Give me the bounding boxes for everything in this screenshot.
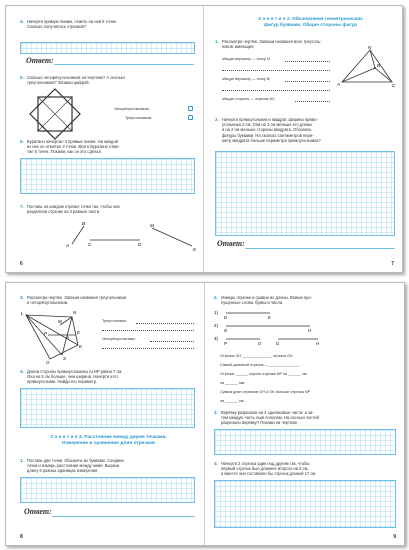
answer-line	[150, 341, 194, 342]
tri-count-box[interactable]	[188, 115, 193, 120]
fill-line-4: на ______ мм.	[220, 381, 246, 385]
figure-triangles	[337, 46, 397, 96]
point-label: O	[46, 360, 50, 365]
point-label: K	[79, 344, 82, 349]
point-label: A	[337, 82, 341, 87]
point-label: M	[58, 319, 62, 324]
exercise-text: Начерти 2 отрезка один под другим так, чтобы первый отрезок был длиннее второго на 5 см, а вместе они составили бы отрезок длиной 17 см.	[221, 461, 317, 477]
fill-line-5: Сумма длин отрезков GH и OK больше отрезка NP	[220, 390, 311, 394]
exercise-number: 7.	[20, 204, 24, 209]
exercise-7	[20, 204, 200, 214]
page-number: 8	[20, 534, 23, 540]
point-label: E	[77, 330, 80, 335]
exercise-text: Начерти прямоугольник и квадрат. Ширина прямо- угольника 2 см. Она на 3 см меньше его длины и на 2 см меньше стороны квадрата. Обозначь фигуры буквами. На сколько сантиметров пери- метр квадрата больше периметра прямоугольника?	[222, 117, 321, 143]
top-spread	[5, 5, 403, 273]
page-number: 6	[20, 261, 23, 267]
point-label: A	[66, 243, 70, 248]
grid-area[interactable]	[20, 42, 195, 54]
answer-label: Ответ:	[26, 56, 54, 65]
point-label: A	[66, 335, 69, 340]
tri-count-label: Треугольников:	[125, 116, 152, 120]
exercise-text: Буратино начертил 3 прямые линии. На каждой из них он отметил 3 точки. Всего Буратино отме- тил 6 точек. Покажи, как он это сделал.	[27, 139, 120, 155]
exercise-number: 6.	[20, 139, 24, 144]
exercise-text: Начерти прямую линию, отметь на ней 5 точек. Сколько получилось отрезков?	[27, 19, 117, 30]
fill-line-1: Отрезок GH ______________ отрезка OK.	[220, 354, 294, 358]
answer-line	[295, 101, 330, 102]
grid-area[interactable]	[215, 151, 395, 236]
row-number: 1)	[214, 310, 218, 315]
exercise-number: 4.	[214, 461, 218, 466]
figure-segments	[64, 222, 204, 252]
point-label: O	[258, 341, 262, 346]
answer-label: Ответ:	[24, 507, 52, 516]
point-label: P	[224, 341, 227, 346]
exercise-4	[214, 461, 402, 477]
triangles-label: Треугольники:	[102, 319, 127, 323]
exercise-text: Поставь на каждом отрезке точки так, чтобы они разделили отрезки на 3 равные части.	[27, 204, 120, 215]
page-8	[6, 283, 205, 545]
page-7	[205, 6, 403, 272]
answer-line	[52, 516, 195, 517]
answer-label: Ответ:	[217, 239, 245, 248]
fill-line-3: Отрезок ______ короче отрезка NP на ______ см	[220, 372, 307, 376]
page-number: 7	[391, 261, 394, 267]
point-label: M	[150, 223, 154, 228]
point-label: K	[193, 247, 197, 252]
exercise-3	[20, 295, 200, 305]
point-label: P	[44, 331, 47, 336]
exercise-text: Сколько четырёхугольников на чертеже? А сколько треугольников? Запиши цифрой.	[27, 75, 125, 86]
point-label: K	[268, 315, 271, 320]
point-label: B	[82, 221, 86, 226]
exercise-text: Рассмотри чертёж. Запиши названия треугольников и четырёхугольников.	[27, 295, 127, 306]
exercise-4	[20, 369, 200, 385]
figure-shapes	[20, 309, 90, 365]
exercise-number: 1.	[215, 39, 219, 44]
fill-line-2: Самый длинный отрезок — ______________.	[220, 363, 300, 367]
exercise-number: 4.	[20, 369, 24, 374]
exercise-1	[215, 39, 335, 49]
quad-count-label: Четырёхугольников:	[114, 107, 150, 111]
point-label: L	[21, 311, 24, 316]
row-number: 3)	[214, 336, 218, 341]
point-label: H	[308, 328, 312, 333]
grid-area[interactable]	[20, 158, 195, 194]
point-label: H	[316, 341, 320, 346]
exercise-1	[20, 458, 200, 474]
point-label: D	[224, 315, 228, 320]
answer-line	[136, 323, 194, 324]
exercise-number: 2.	[215, 117, 219, 122]
point-label: C	[392, 83, 396, 88]
lesson-header: З а н я т и е 2. Обозначение геометрических фигур буквами. Общие стороны фигур	[258, 17, 363, 28]
answer-line	[285, 81, 330, 82]
exercise-number: 4.	[20, 19, 24, 24]
quadrilaterals-label: Четырёхугольники:	[102, 337, 136, 341]
figure-segments	[214, 309, 324, 349]
exercise-number: 5.	[20, 75, 24, 80]
exercise-number: 1.	[20, 458, 24, 463]
figure-quadrilaterals	[30, 89, 80, 139]
exercise-6	[20, 139, 200, 155]
exercise-text: Верёвку разрезали на 4 одинаковые части, а за- тем каждую часть ещё пополам. На сколько частей разрезали верёвку? Покажи на чертеже.	[221, 410, 319, 426]
row-number: 2)	[214, 323, 218, 328]
point-label: S	[63, 356, 66, 361]
exercise-text: Поставь две точки. Обозначь их буквами. Соедини точки и измерь расстояние между ними. Вырази длину в разных единицах измерения.	[27, 458, 124, 474]
exercise-number: 3.	[20, 295, 24, 300]
exercise-text: Рассмотри чертёж. Запиши названия всех треуголь- ников, имеющих:	[222, 39, 322, 50]
exercise-5	[20, 75, 200, 85]
question-b: общую вершину — точку B:	[222, 77, 271, 81]
page-number: 9	[393, 534, 396, 540]
answer-line	[102, 330, 194, 331]
point-label: D	[138, 242, 142, 247]
grid-area[interactable]	[20, 477, 195, 503]
grid-area[interactable]	[214, 429, 396, 455]
exercise-4	[20, 19, 200, 29]
exercise-number: 2.	[214, 295, 218, 300]
exercise-text: Измерь отрезки и сравни их длины. Впиши про- пущенные слова, буквы и числа.	[221, 295, 313, 306]
point-label: C	[88, 242, 92, 247]
grid-area[interactable]	[214, 480, 396, 528]
exercise-2	[215, 117, 400, 143]
point-label: N	[224, 328, 228, 333]
answer-line	[285, 61, 330, 62]
page-6	[6, 6, 204, 272]
point-label: N	[73, 310, 77, 315]
answer-line	[54, 64, 194, 65]
point-label: N	[368, 45, 372, 50]
point-label: B	[377, 63, 381, 68]
fill-line-6: на ______ см.	[220, 399, 245, 403]
exercise-text: Длина стороны прямоугольника ALNP равна 7 см. Она на 5 см больше, чем ширина. Начерти этот прямоугольник. Найди его периметр.	[27, 369, 123, 385]
question-a: общую вершину — точку N:	[222, 57, 271, 61]
answer-line	[222, 70, 330, 71]
question-c: общую сторону — отрезок AC:	[222, 97, 276, 101]
answer-line	[245, 248, 395, 249]
quad-count-box[interactable]	[188, 106, 193, 111]
bottom-spread	[5, 282, 405, 546]
exercise-3	[214, 410, 402, 426]
lesson-header: З а н я т и е 3. Расстояние между двумя точками. Измерение и сравнение длин отрезков	[50, 435, 167, 446]
answer-line	[102, 348, 194, 349]
answer-line	[222, 90, 330, 91]
page-9	[206, 283, 405, 545]
grid-area[interactable]	[20, 388, 195, 428]
exercise-2	[214, 295, 402, 305]
point-label: G	[276, 341, 280, 346]
exercise-number: 3.	[214, 410, 218, 415]
